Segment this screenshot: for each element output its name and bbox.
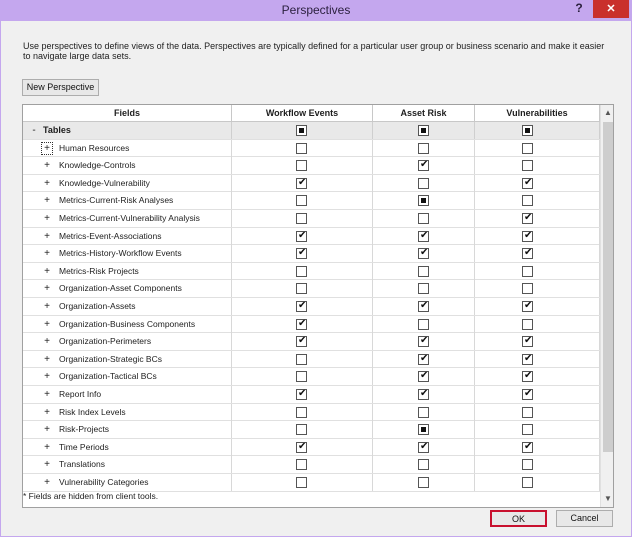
field-label: Time Periods xyxy=(59,441,109,452)
field-cell xyxy=(23,404,232,421)
perspective-checkbox[interactable] xyxy=(522,248,533,259)
table-row xyxy=(23,456,600,474)
perspective-checkbox[interactable] xyxy=(296,125,307,136)
field-cell xyxy=(23,456,232,473)
perspective-checkbox[interactable] xyxy=(418,477,429,488)
table-row xyxy=(23,404,600,422)
column-header-fields[interactable]: Fields xyxy=(23,105,232,121)
perspective-checkbox[interactable] xyxy=(296,389,307,400)
expand-icon[interactable]: + xyxy=(44,389,50,400)
expand-icon[interactable]: + xyxy=(44,477,50,488)
perspective-cell xyxy=(475,122,600,139)
cancel-button[interactable]: Cancel xyxy=(556,510,613,527)
expand-icon[interactable]: + xyxy=(44,160,50,172)
perspective-checkbox[interactable] xyxy=(522,178,533,189)
perspective-checkbox[interactable] xyxy=(296,143,307,154)
perspective-checkbox[interactable] xyxy=(296,371,307,382)
new-perspective-button[interactable]: New Perspective xyxy=(22,79,99,96)
expand-icon[interactable]: + xyxy=(44,459,50,471)
expand-icon[interactable]: + xyxy=(44,248,50,260)
field-label: Organization-Assets xyxy=(59,301,136,311)
perspective-checkbox[interactable] xyxy=(522,266,533,277)
field-label: Organization-Perimeters xyxy=(59,336,152,347)
perspective-cell xyxy=(475,386,600,403)
perspective-checkbox[interactable] xyxy=(418,248,429,259)
perspective-checkbox[interactable] xyxy=(296,283,307,294)
table-row xyxy=(23,228,600,246)
perspective-checkbox[interactable] xyxy=(296,424,307,435)
perspective-checkbox[interactable] xyxy=(522,301,533,312)
expand-icon[interactable]: + xyxy=(44,213,50,224)
expand-icon[interactable]: + xyxy=(44,265,50,277)
perspective-checkbox[interactable] xyxy=(522,231,533,242)
perspective-checkbox[interactable] xyxy=(522,442,533,453)
perspective-checkbox[interactable] xyxy=(296,477,307,488)
perspective-checkbox[interactable] xyxy=(418,213,429,224)
table-row xyxy=(23,333,600,351)
perspective-cell xyxy=(475,210,600,227)
perspective-checkbox[interactable] xyxy=(418,319,429,330)
perspective-cell xyxy=(475,474,600,491)
help-button[interactable]: ? xyxy=(575,1,583,15)
perspective-checkbox[interactable] xyxy=(418,231,429,242)
perspective-checkbox[interactable] xyxy=(522,125,533,136)
perspective-cell xyxy=(475,368,600,385)
perspective-checkbox[interactable] xyxy=(296,248,307,259)
vertical-scrollbar[interactable] xyxy=(600,105,614,507)
table-row xyxy=(23,175,600,193)
expand-icon[interactable]: + xyxy=(44,424,50,436)
perspective-cell xyxy=(475,280,600,297)
field-label: Metrics-Risk Projects xyxy=(59,265,139,276)
table-row xyxy=(23,386,600,404)
perspective-checkbox[interactable] xyxy=(418,371,429,382)
scrollbar-thumb[interactable] xyxy=(603,122,613,452)
perspective-checkbox[interactable] xyxy=(522,213,533,224)
field-label: Metrics-History-Workflow Events xyxy=(59,248,182,259)
description-text: Use perspectives to define views of the data. Perspectives are typically defined for a particular user group or business scenario and make it easier to navigate large data sets. xyxy=(23,41,605,61)
perspective-checkbox[interactable] xyxy=(296,178,307,189)
perspective-checkbox[interactable] xyxy=(522,336,533,347)
perspective-checkbox[interactable] xyxy=(296,301,307,312)
table-row xyxy=(23,316,600,334)
field-label: Knowledge-Controls xyxy=(59,160,136,171)
field-label: Organization-Asset Components xyxy=(59,283,182,294)
field-label: Metrics-Event-Associations xyxy=(59,230,162,241)
expand-icon[interactable]: + xyxy=(44,318,50,330)
table-row xyxy=(23,210,600,228)
expand-icon[interactable]: + xyxy=(42,143,52,154)
table-row xyxy=(23,439,600,457)
table-row xyxy=(23,245,600,263)
perspective-checkbox[interactable] xyxy=(522,477,533,488)
field-cell xyxy=(23,439,232,456)
perspective-cell xyxy=(475,351,600,368)
table-row xyxy=(23,298,600,316)
perspective-checkbox[interactable] xyxy=(522,459,533,470)
perspective-checkbox[interactable] xyxy=(296,231,307,242)
expand-icon[interactable]: + xyxy=(44,406,50,418)
table-group-row xyxy=(23,122,600,140)
ok-button[interactable]: OK xyxy=(490,510,547,527)
perspective-checkbox[interactable] xyxy=(522,407,533,418)
perspective-cell xyxy=(475,439,600,456)
table-row xyxy=(23,192,600,210)
perspective-cell xyxy=(475,192,600,209)
field-cell xyxy=(23,386,232,403)
table-row xyxy=(23,157,600,175)
perspective-cell xyxy=(475,228,600,245)
perspective-checkbox[interactable] xyxy=(522,319,533,330)
field-label: Human Resources xyxy=(59,142,130,153)
perspective-checkbox[interactable] xyxy=(522,143,533,154)
field-label: Vulnerability Categories xyxy=(59,477,149,487)
title-bar xyxy=(0,0,632,21)
perspective-checkbox[interactable] xyxy=(418,160,429,171)
expand-icon[interactable]: + xyxy=(44,301,50,312)
perspective-checkbox[interactable] xyxy=(418,389,429,400)
perspective-cell xyxy=(475,421,600,438)
perspective-checkbox[interactable] xyxy=(418,336,429,347)
expand-icon[interactable]: + xyxy=(44,195,50,207)
perspective-cell xyxy=(475,456,600,473)
field-label: Translations xyxy=(59,459,105,470)
expand-icon[interactable]: + xyxy=(44,230,50,242)
column-header-workflow-events[interactable]: Workflow Events xyxy=(232,105,373,121)
perspective-checkbox[interactable] xyxy=(296,319,307,330)
field-label: Organization-Strategic BCs xyxy=(59,353,162,364)
perspective-cell xyxy=(475,245,600,262)
perspective-checkbox[interactable] xyxy=(418,459,429,470)
perspective-checkbox[interactable] xyxy=(522,283,533,294)
expand-icon[interactable]: + xyxy=(44,353,50,365)
expand-icon[interactable]: + xyxy=(44,283,50,295)
field-label: Metrics-Current-Vulnerability Analysis xyxy=(59,213,200,223)
perspective-cell xyxy=(475,298,600,315)
table-row xyxy=(23,368,600,386)
perspective-checkbox[interactable] xyxy=(522,160,533,171)
perspective-checkbox[interactable] xyxy=(522,354,533,365)
perspective-cell xyxy=(475,316,600,333)
perspective-cell xyxy=(475,140,600,157)
perspective-checkbox[interactable] xyxy=(296,336,307,347)
field-label: Metrics-Current-Risk Analyses xyxy=(59,195,174,206)
expand-icon[interactable]: + xyxy=(44,336,50,348)
perspective-checkbox[interactable] xyxy=(296,266,307,277)
close-button[interactable]: ✕ xyxy=(593,0,629,18)
scroll-up-arrow-icon[interactable]: ▲ xyxy=(604,108,612,117)
column-header-vulnerabilities[interactable]: Vulnerabilities xyxy=(475,105,600,121)
perspective-cell xyxy=(475,404,600,421)
perspective-checkbox[interactable] xyxy=(418,125,429,136)
perspective-checkbox[interactable] xyxy=(418,195,429,206)
scroll-down-arrow-icon[interactable]: ▼ xyxy=(604,494,612,503)
perspective-cell xyxy=(475,263,600,280)
perspective-checkbox[interactable] xyxy=(418,143,429,154)
perspective-checkbox[interactable] xyxy=(522,371,533,382)
tables-group-label: Tables xyxy=(43,125,71,135)
perspectives-grid xyxy=(22,104,614,508)
perspective-checkbox[interactable] xyxy=(296,459,307,470)
table-row xyxy=(23,280,600,298)
field-label: Report Info xyxy=(59,389,102,399)
field-label: Risk Index Levels xyxy=(59,406,126,417)
perspective-checkbox[interactable] xyxy=(522,424,533,435)
table-row xyxy=(23,421,600,439)
perspective-checkbox[interactable] xyxy=(296,160,307,171)
perspective-checkbox[interactable] xyxy=(418,354,429,365)
perspective-checkbox[interactable] xyxy=(522,195,533,206)
field-label: Organization-Tactical BCs xyxy=(59,371,157,382)
field-label: Knowledge-Vulnerability xyxy=(59,177,150,188)
expand-icon[interactable]: + xyxy=(44,371,50,383)
table-row xyxy=(23,140,600,158)
perspective-checkbox[interactable] xyxy=(418,266,429,277)
table-row xyxy=(23,351,600,369)
grid-header xyxy=(23,105,600,122)
dialog-body xyxy=(0,21,632,537)
perspective-checkbox[interactable] xyxy=(418,424,429,435)
collapse-icon[interactable]: - xyxy=(32,125,36,136)
hidden-fields-footnote: * Fields are hidden from client tools. xyxy=(23,491,159,501)
perspective-checkbox[interactable] xyxy=(418,283,429,294)
field-label: Organization-Business Components xyxy=(59,318,196,329)
column-header-asset-risk[interactable]: Asset Risk xyxy=(373,105,475,121)
perspective-checkbox[interactable] xyxy=(296,407,307,418)
expand-icon[interactable]: + xyxy=(44,441,50,453)
perspective-cell xyxy=(475,157,600,174)
field-cell xyxy=(23,421,232,438)
perspective-checkbox[interactable] xyxy=(296,442,307,453)
field-label: Risk-Projects xyxy=(59,424,110,435)
perspective-checkbox[interactable] xyxy=(418,442,429,453)
perspective-cell xyxy=(475,175,600,192)
perspective-checkbox[interactable] xyxy=(296,195,307,206)
perspective-checkbox[interactable] xyxy=(296,213,307,224)
perspective-checkbox[interactable] xyxy=(418,407,429,418)
perspective-cell xyxy=(475,333,600,350)
expand-icon[interactable]: + xyxy=(44,177,50,189)
window-title: Perspectives xyxy=(281,3,351,17)
perspective-checkbox[interactable] xyxy=(418,301,429,312)
perspective-checkbox[interactable] xyxy=(418,178,429,189)
perspective-checkbox[interactable] xyxy=(522,389,533,400)
table-row xyxy=(23,474,600,492)
table-row xyxy=(23,263,600,281)
perspective-checkbox[interactable] xyxy=(296,354,307,365)
